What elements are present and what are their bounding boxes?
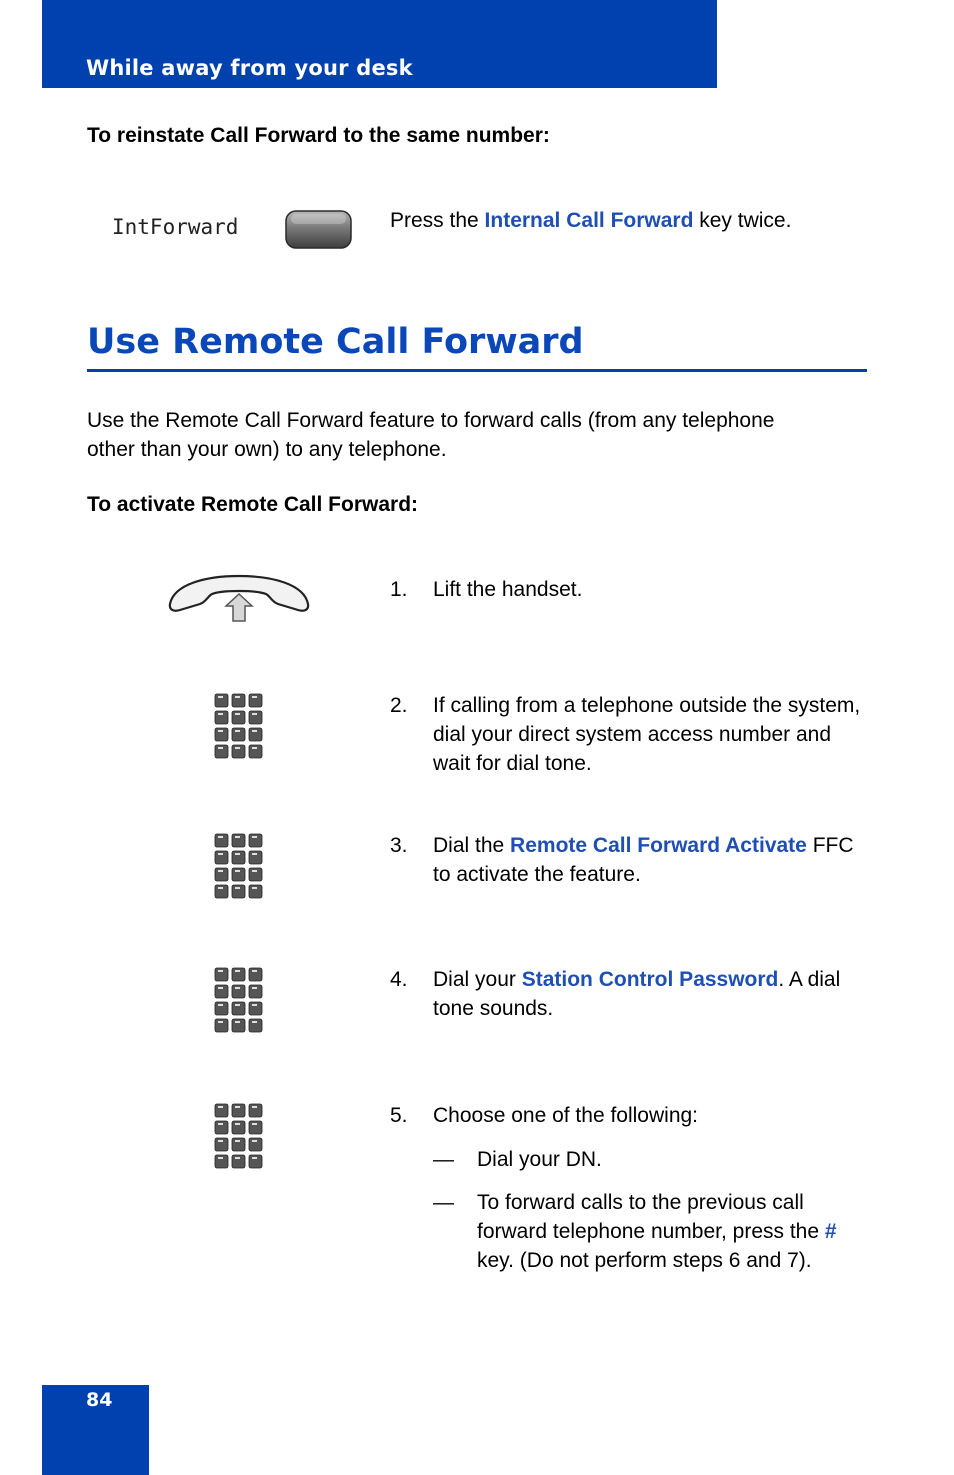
- page-number: 84: [86, 1389, 113, 1411]
- display-label-intforward: IntForward: [112, 215, 239, 239]
- activate-heading: To activate Remote Call Forward:: [87, 493, 419, 516]
- dialpad-icon: [214, 833, 264, 901]
- step-3: 3. Dial the Remote Call Forward Activate FFC to activate the feature.: [390, 834, 854, 886]
- option-dial-dn: — Dial your DN.: [433, 1148, 602, 1171]
- internal-call-forward-key-name: Internal Call Forward: [484, 209, 694, 232]
- step-2: 2. If calling from a telephone outside the system, dial your direct system access number and wait for dial tone.: [390, 694, 861, 775]
- remote-call-forward-activate-ffc: Remote Call Forward Activate: [510, 834, 807, 857]
- step-4: 4. Dial your Station Control Password. A dial tone sounds.: [390, 968, 841, 1020]
- page-number-band: [42, 1385, 149, 1475]
- handset-lift-icon: [166, 574, 312, 624]
- dialpad-icon: [214, 967, 264, 1035]
- section-title: Use Remote Call Forward: [87, 322, 584, 362]
- option-previous-number: — To forward calls to the previous call forward telephone number, press the # key. (Do not perform steps 6 and 7).: [433, 1191, 837, 1272]
- step-5: 5. Choose one of the following:: [390, 1104, 699, 1127]
- softkey-button-icon: [285, 210, 352, 249]
- dialpad-icon: [214, 1103, 264, 1171]
- dialpad-icon: [214, 693, 264, 761]
- reinstate-instruction: Press the Internal Call Forward key twice.: [390, 209, 792, 232]
- station-control-password: Station Control Password: [521, 968, 779, 991]
- section-intro: Use the Remote Call Forward feature to forward calls (from any telephone other than your own) to any telephone.: [87, 409, 775, 461]
- hash-key-name: #: [824, 1220, 837, 1243]
- header-band: [42, 0, 717, 88]
- reinstate-heading: To reinstate Call Forward to the same number:: [87, 124, 550, 147]
- section-divider: [87, 369, 867, 372]
- step-1: 1. Lift the handset.: [390, 578, 583, 601]
- header-title: While away from your desk: [86, 56, 413, 80]
